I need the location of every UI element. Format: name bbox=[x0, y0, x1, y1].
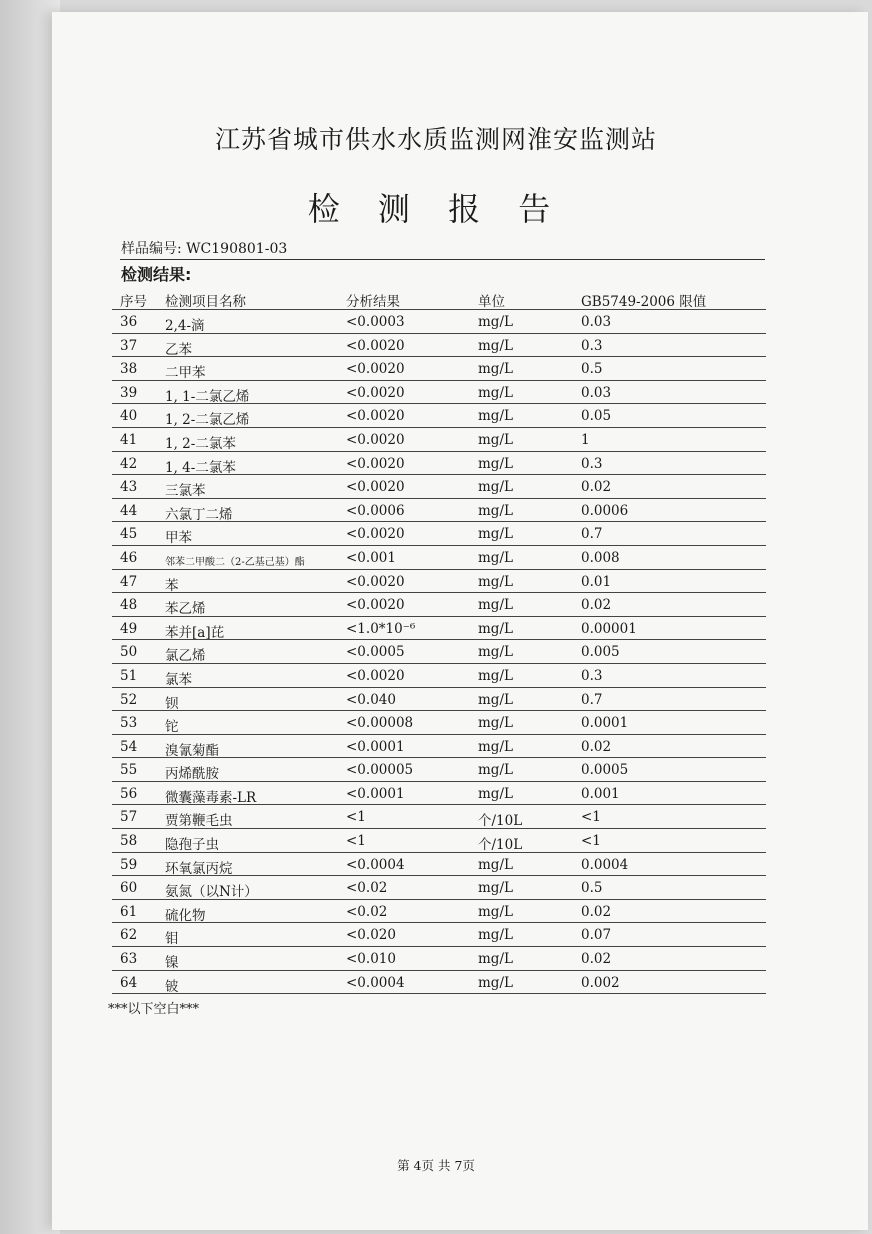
row-no: 46 bbox=[120, 549, 138, 566]
row-item-name: 1, 4-二氯苯 bbox=[165, 459, 236, 476]
row-result: <1 bbox=[346, 833, 366, 850]
header-name: 检测项目名称 bbox=[165, 294, 246, 310]
row-result: <0.001 bbox=[346, 549, 396, 566]
row-item-name: 铍 bbox=[165, 978, 179, 995]
row-unit: mg/L bbox=[478, 408, 513, 425]
row-no: 62 bbox=[120, 927, 138, 944]
table-row bbox=[0, 640, 872, 664]
row-result: <0.0020 bbox=[346, 479, 405, 496]
table-row bbox=[0, 452, 872, 476]
row-no: 49 bbox=[120, 620, 138, 637]
row-unit: mg/L bbox=[478, 762, 513, 779]
row-no: 42 bbox=[120, 455, 138, 472]
table-row bbox=[0, 664, 872, 688]
row-no: 36 bbox=[120, 314, 138, 330]
row-limit: 0.01 bbox=[581, 573, 612, 590]
row-no: 63 bbox=[120, 951, 138, 968]
row-item-name: 乙苯 bbox=[165, 341, 192, 358]
table-row bbox=[0, 428, 872, 452]
row-limit: <1 bbox=[581, 809, 601, 826]
row-item-name: 1, 2-二氯乙烯 bbox=[165, 412, 250, 429]
row-result: <0.0004 bbox=[346, 974, 405, 991]
row-result: <0.0005 bbox=[346, 644, 405, 661]
row-unit: mg/L bbox=[478, 903, 513, 920]
header-no: 序号 bbox=[120, 294, 147, 310]
row-unit: 个/10L bbox=[478, 813, 523, 830]
row-limit: 0.07 bbox=[581, 927, 612, 944]
row-unit: mg/L bbox=[478, 455, 513, 472]
row-unit: mg/L bbox=[478, 927, 513, 944]
row-result: <0.020 bbox=[346, 927, 396, 944]
row-limit: 0.00001 bbox=[581, 620, 637, 637]
row-no: 54 bbox=[120, 738, 138, 755]
row-unit: mg/L bbox=[478, 479, 513, 496]
table-row bbox=[0, 829, 872, 853]
row-no: 56 bbox=[120, 785, 138, 802]
row-no: 64 bbox=[120, 974, 138, 991]
row-item-name: 苯并[a]芘 bbox=[165, 624, 225, 641]
row-no: 37 bbox=[120, 337, 138, 354]
row-result: <0.0020 bbox=[346, 361, 405, 378]
row-limit: 1 bbox=[581, 431, 590, 448]
row-item-name: 甲苯 bbox=[165, 530, 192, 547]
row-result: <0.0020 bbox=[346, 431, 405, 448]
table-row bbox=[0, 853, 872, 877]
row-item-name: 三氯苯 bbox=[165, 483, 206, 500]
row-result: <0.040 bbox=[346, 691, 396, 708]
header-unit: 单位 bbox=[478, 294, 505, 310]
row-unit: mg/L bbox=[478, 691, 513, 708]
row-unit: mg/L bbox=[478, 573, 513, 590]
row-limit: 0.02 bbox=[581, 738, 612, 755]
row-limit: 0.3 bbox=[581, 455, 603, 472]
row-result: <0.0020 bbox=[346, 384, 405, 401]
row-unit: mg/L bbox=[478, 597, 513, 614]
row-no: 51 bbox=[120, 667, 138, 684]
row-limit: 0.002 bbox=[581, 974, 620, 991]
row-no: 43 bbox=[120, 479, 138, 496]
row-limit: 0.0004 bbox=[581, 856, 629, 873]
row-item-name: 镍 bbox=[165, 955, 179, 972]
row-no: 57 bbox=[120, 809, 138, 826]
row-limit: 0.7 bbox=[581, 691, 603, 708]
row-limit: 0.001 bbox=[581, 785, 620, 802]
row-item-name: 环氧氯丙烷 bbox=[165, 860, 233, 877]
row-result: <0.02 bbox=[346, 880, 388, 897]
row-result: <0.0006 bbox=[346, 502, 405, 519]
row-result: <0.0001 bbox=[346, 738, 405, 755]
row-unit: mg/L bbox=[478, 715, 513, 732]
page-footer: 第 4页 共 7页 bbox=[397, 1158, 475, 1173]
row-no: 39 bbox=[120, 384, 138, 401]
row-result: <1.0*10⁻⁶ bbox=[346, 620, 416, 637]
row-result: <0.0001 bbox=[346, 785, 405, 802]
row-limit: 0.3 bbox=[581, 337, 603, 354]
row-unit: mg/L bbox=[478, 337, 513, 354]
header-result: 分析结果 bbox=[346, 294, 400, 310]
row-item-name: 丙烯酰胺 bbox=[165, 766, 219, 783]
row-no: 61 bbox=[120, 903, 138, 920]
table-row bbox=[0, 735, 872, 759]
row-limit: 0.03 bbox=[581, 314, 612, 330]
row-limit: 0.05 bbox=[581, 408, 612, 425]
blank-note: ***以下空白*** bbox=[108, 1002, 200, 1017]
table-row bbox=[0, 404, 872, 428]
row-item-name: 钡 bbox=[165, 695, 179, 712]
header-limit: GB5749-2006 限值 bbox=[581, 294, 707, 310]
table-row bbox=[0, 782, 872, 806]
row-item-name: 氯苯 bbox=[165, 671, 192, 688]
sample-number: 样品编号: WC190801-03 bbox=[121, 241, 288, 257]
row-result: <0.00008 bbox=[346, 715, 414, 732]
row-result: <0.0020 bbox=[346, 573, 405, 590]
divider bbox=[120, 259, 765, 260]
table-row bbox=[0, 522, 872, 546]
row-limit: 0.0001 bbox=[581, 715, 629, 732]
row-result: <0.0020 bbox=[346, 408, 405, 425]
row-item-name: 氯乙烯 bbox=[165, 648, 206, 665]
row-result: <0.0004 bbox=[346, 856, 405, 873]
table-row bbox=[0, 334, 872, 358]
row-limit: 0.02 bbox=[581, 903, 612, 920]
row-no: 53 bbox=[120, 715, 138, 732]
row-no: 60 bbox=[120, 880, 138, 897]
table-row bbox=[0, 570, 872, 594]
row-limit: 0.0006 bbox=[581, 502, 629, 519]
row-no: 58 bbox=[120, 833, 138, 850]
table-header bbox=[0, 290, 872, 310]
row-unit: mg/L bbox=[478, 361, 513, 378]
row-unit: mg/L bbox=[478, 951, 513, 968]
report-title: 江苏省城市供水水质监测网淮安监测站 bbox=[214, 125, 657, 154]
table-row bbox=[0, 805, 872, 829]
row-unit: mg/L bbox=[478, 526, 513, 543]
row-no: 40 bbox=[120, 408, 138, 425]
row-item-name: 微囊藻毒素-LR bbox=[165, 789, 257, 806]
table-row bbox=[0, 310, 872, 334]
row-unit: mg/L bbox=[478, 384, 513, 401]
row-item-name: 硫化物 bbox=[165, 907, 206, 924]
table-row bbox=[0, 499, 872, 523]
row-no: 41 bbox=[120, 431, 138, 448]
row-no: 45 bbox=[120, 526, 138, 543]
row-unit: mg/L bbox=[478, 974, 513, 991]
row-unit: mg/L bbox=[478, 431, 513, 448]
row-item-name: 1, 2-二氯苯 bbox=[165, 435, 236, 452]
row-item-name: 氨氮（以N计） bbox=[165, 884, 258, 901]
row-unit: 个/10L bbox=[478, 837, 523, 854]
row-unit: mg/L bbox=[478, 314, 513, 330]
table-row bbox=[0, 971, 872, 995]
row-unit: mg/L bbox=[478, 738, 513, 755]
row-item-name: 钼 bbox=[165, 931, 179, 948]
row-unit: mg/L bbox=[478, 856, 513, 873]
row-item-name: 苯 bbox=[165, 577, 179, 594]
row-item-name: 二甲苯 bbox=[165, 365, 206, 382]
row-item-name: 隐孢子虫 bbox=[165, 837, 219, 854]
table-row bbox=[0, 617, 872, 641]
row-limit: 0.008 bbox=[581, 549, 620, 566]
row-item-name: 1, 1-二氯乙烯 bbox=[165, 388, 250, 405]
table-row bbox=[0, 475, 872, 499]
table-row bbox=[0, 357, 872, 381]
report-subtitle: 检 测 报 告 bbox=[307, 190, 565, 228]
row-no: 48 bbox=[120, 597, 138, 614]
row-item-name: 铊 bbox=[165, 719, 179, 736]
row-unit: mg/L bbox=[478, 502, 513, 519]
row-limit: <1 bbox=[581, 833, 601, 850]
row-no: 55 bbox=[120, 762, 138, 779]
table-row bbox=[0, 876, 872, 900]
row-unit: mg/L bbox=[478, 785, 513, 802]
row-limit: 0.5 bbox=[581, 880, 603, 897]
table-row bbox=[0, 947, 872, 971]
row-no: 44 bbox=[120, 502, 138, 519]
row-limit: 0.02 bbox=[581, 479, 612, 496]
row-limit: 0.3 bbox=[581, 667, 603, 684]
row-result: <0.0020 bbox=[346, 667, 405, 684]
row-no: 47 bbox=[120, 573, 138, 590]
row-item-name: 2,4-滴 bbox=[165, 318, 205, 334]
row-limit: 0.0005 bbox=[581, 762, 629, 779]
row-result: <0.00005 bbox=[346, 762, 414, 779]
results-heading: 检测结果: bbox=[121, 265, 192, 284]
row-result: <1 bbox=[346, 809, 366, 826]
row-no: 38 bbox=[120, 361, 138, 378]
table-row bbox=[0, 546, 872, 570]
row-result: <0.02 bbox=[346, 903, 388, 920]
row-no: 59 bbox=[120, 856, 138, 873]
row-no: 50 bbox=[120, 644, 138, 661]
row-result: <0.0020 bbox=[346, 526, 405, 543]
row-unit: mg/L bbox=[478, 620, 513, 637]
table-row bbox=[0, 688, 872, 712]
row-limit: 0.02 bbox=[581, 597, 612, 614]
table-row bbox=[0, 711, 872, 735]
row-item-name: 邻苯二甲酸二（2-乙基己基）酯 bbox=[165, 556, 305, 568]
row-limit: 0.02 bbox=[581, 951, 612, 968]
table-row bbox=[0, 923, 872, 947]
row-unit: mg/L bbox=[478, 667, 513, 684]
row-item-name: 溴氰菊酯 bbox=[165, 742, 219, 759]
table-row bbox=[0, 381, 872, 405]
row-unit: mg/L bbox=[478, 549, 513, 566]
row-limit: 0.5 bbox=[581, 361, 603, 378]
row-result: <0.0020 bbox=[346, 337, 405, 354]
row-unit: mg/L bbox=[478, 880, 513, 897]
row-item-name: 贾第鞭毛虫 bbox=[165, 813, 233, 830]
row-no: 52 bbox=[120, 691, 138, 708]
table-row bbox=[0, 593, 872, 617]
row-result: <0.010 bbox=[346, 951, 396, 968]
row-item-name: 苯乙烯 bbox=[165, 601, 206, 618]
row-limit: 0.7 bbox=[581, 526, 603, 543]
table-row bbox=[0, 758, 872, 782]
table-row bbox=[0, 900, 872, 924]
row-unit: mg/L bbox=[478, 644, 513, 661]
row-item-name: 六氯丁二烯 bbox=[165, 506, 233, 523]
row-limit: 0.005 bbox=[581, 644, 620, 661]
row-result: <0.0020 bbox=[346, 597, 405, 614]
row-result: <0.0020 bbox=[346, 455, 405, 472]
row-result: <0.0003 bbox=[346, 314, 405, 330]
results-table bbox=[0, 310, 872, 994]
row-limit: 0.03 bbox=[581, 384, 612, 401]
